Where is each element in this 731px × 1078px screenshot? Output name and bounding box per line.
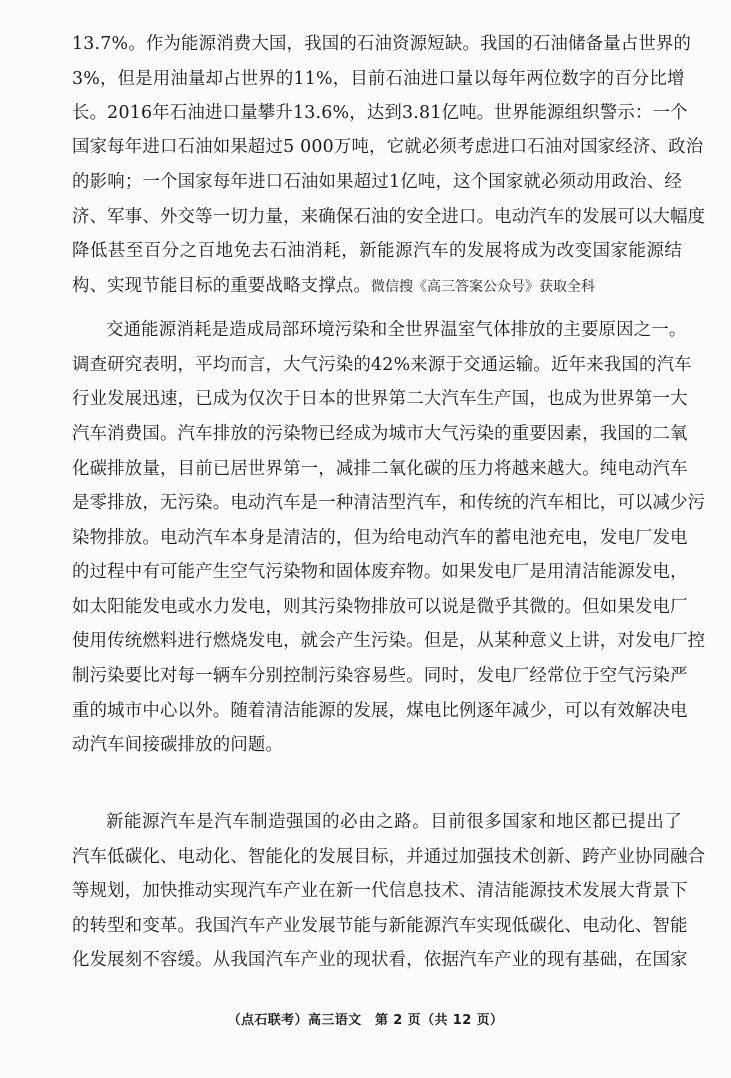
paragraph-1-line-5: 的影响；一个国家每年进口石油如果超过1亿吨，这个国家就必须动用政治、经 [72, 172, 682, 192]
paragraph-2-line-7: 染物排放。电动汽车本身是清洁的，但为给电动汽车的蓄电池充电，发电厂发电 [72, 528, 688, 548]
paragraph-2-line-5: 化碳排放量，目前已居世界第一，减排二氧化碳的压力将越来越大。纯电动汽车 [72, 459, 688, 479]
paragraph-1-line-1: 13.7%。作为能源消费大国，我国的石油资源短缺。我国的石油储备量占世界的 [72, 34, 692, 54]
paragraph-2-line-13: 动汽车间接碳排放的问题。 [72, 735, 284, 755]
paragraph-2-line-6: 是零排放，无污染。电动汽车是一种清洁型汽车，和传统的汽车相比，可以减少污 [72, 493, 706, 513]
paragraph-1-line-7: 降低甚至百分之百地免去石油消耗，新能源汽车的发展将成为改变国家能源结 [72, 241, 682, 261]
paragraph-2-line-11: 制污染要比对每一辆车分别控制污染容易些。同时，发电厂经常位于空气污染严 [72, 666, 688, 686]
paragraph-2-line-1: 交通能源消耗是造成局部环境污染和全世界温室气体排放的主要原因之一。 [106, 320, 687, 340]
paragraph-2-line-10: 使用传统燃料进行燃烧发电，就会产生污染。但是，从某种意义上讲，对发电厂控 [72, 631, 706, 651]
paragraph-2-line-2: 调查研究表明，平均而言，大气污染的42%来源于交通运输。近年来我国的汽车 [72, 355, 692, 375]
paragraph-3-line-1: 新能源汽车是汽车制造强国的必由之路。目前很多国家和地区都已提出了 [106, 812, 682, 832]
paragraph-1-line-2: 3%，但是用油量却占世界的11%，目前石油进口量以每年两位数字的百分比增 [72, 69, 685, 89]
paragraph-2-line-3: 行业发展迅速，已成为仅次于日本的世界第二大汽车生产国，也成为世界第一大 [72, 389, 688, 409]
paragraph-3-line-5: 化发展刻不容缓。从我国汽车产业的现状看，依据汽车产业的现有基础，在国家 [72, 950, 688, 970]
paragraph-2-line-8: 的过程中有可能产生空气污染物和固体废弃物。如果发电厂是用清洁能源发电， [72, 562, 688, 582]
paragraph-2-line-9: 如太阳能发电或水力发电，则其污染物排放可以说是微乎其微的。但如果发电厂 [72, 597, 688, 617]
paragraph-1-line-8 [72, 271, 682, 301]
paragraph-3-line-4: 的转型和变革。我国汽车产业发展节能与新能源汽车实现低碳化、电动化、智能 [72, 916, 688, 936]
paragraph-1-line-6: 济、军事、外交等一切力量，来确保石油的安全进口。电动汽车的发展可以大幅度 [72, 207, 706, 227]
paragraph-2-line-4: 汽车消费国。汽车排放的污染物已经成为城市大气污染的重要因素，我国的二氧 [72, 424, 688, 444]
inline-note: 微信搜《高三答案公众号》获取全科 [371, 279, 596, 295]
paragraph-1-line-3: 长。2016年石油进口量攀升13.6%，达到3.81亿吨。世界能源组织警示：一个 [72, 103, 688, 123]
paragraph-1-line-8-text: 构、实现节能目标的重要战略支撑点。 [72, 276, 372, 296]
page-footer: （点石联考）高三语文 第 2 页（共 12 页） [227, 1013, 504, 1028]
paragraph-3-line-3: 等规划，加快推动实现汽车产业在新一代信息技术、清洁能源技术发展大背景下 [72, 881, 688, 901]
paragraph-2-line-12: 重的城市中心以外。随着清洁能源的发展，煤电比例逐年减少，可以有效解决电 [72, 701, 688, 721]
paragraph-1-line-4: 国家每年进口石油如果超过5 000万吨，它就必须考虑进口石油对国家经济、政治 [72, 137, 704, 157]
paragraph-3-line-2: 汽车低碳化、电动化、智能化的发展目标，并通过加强技术创新、跨产业协同融合 [72, 847, 706, 867]
